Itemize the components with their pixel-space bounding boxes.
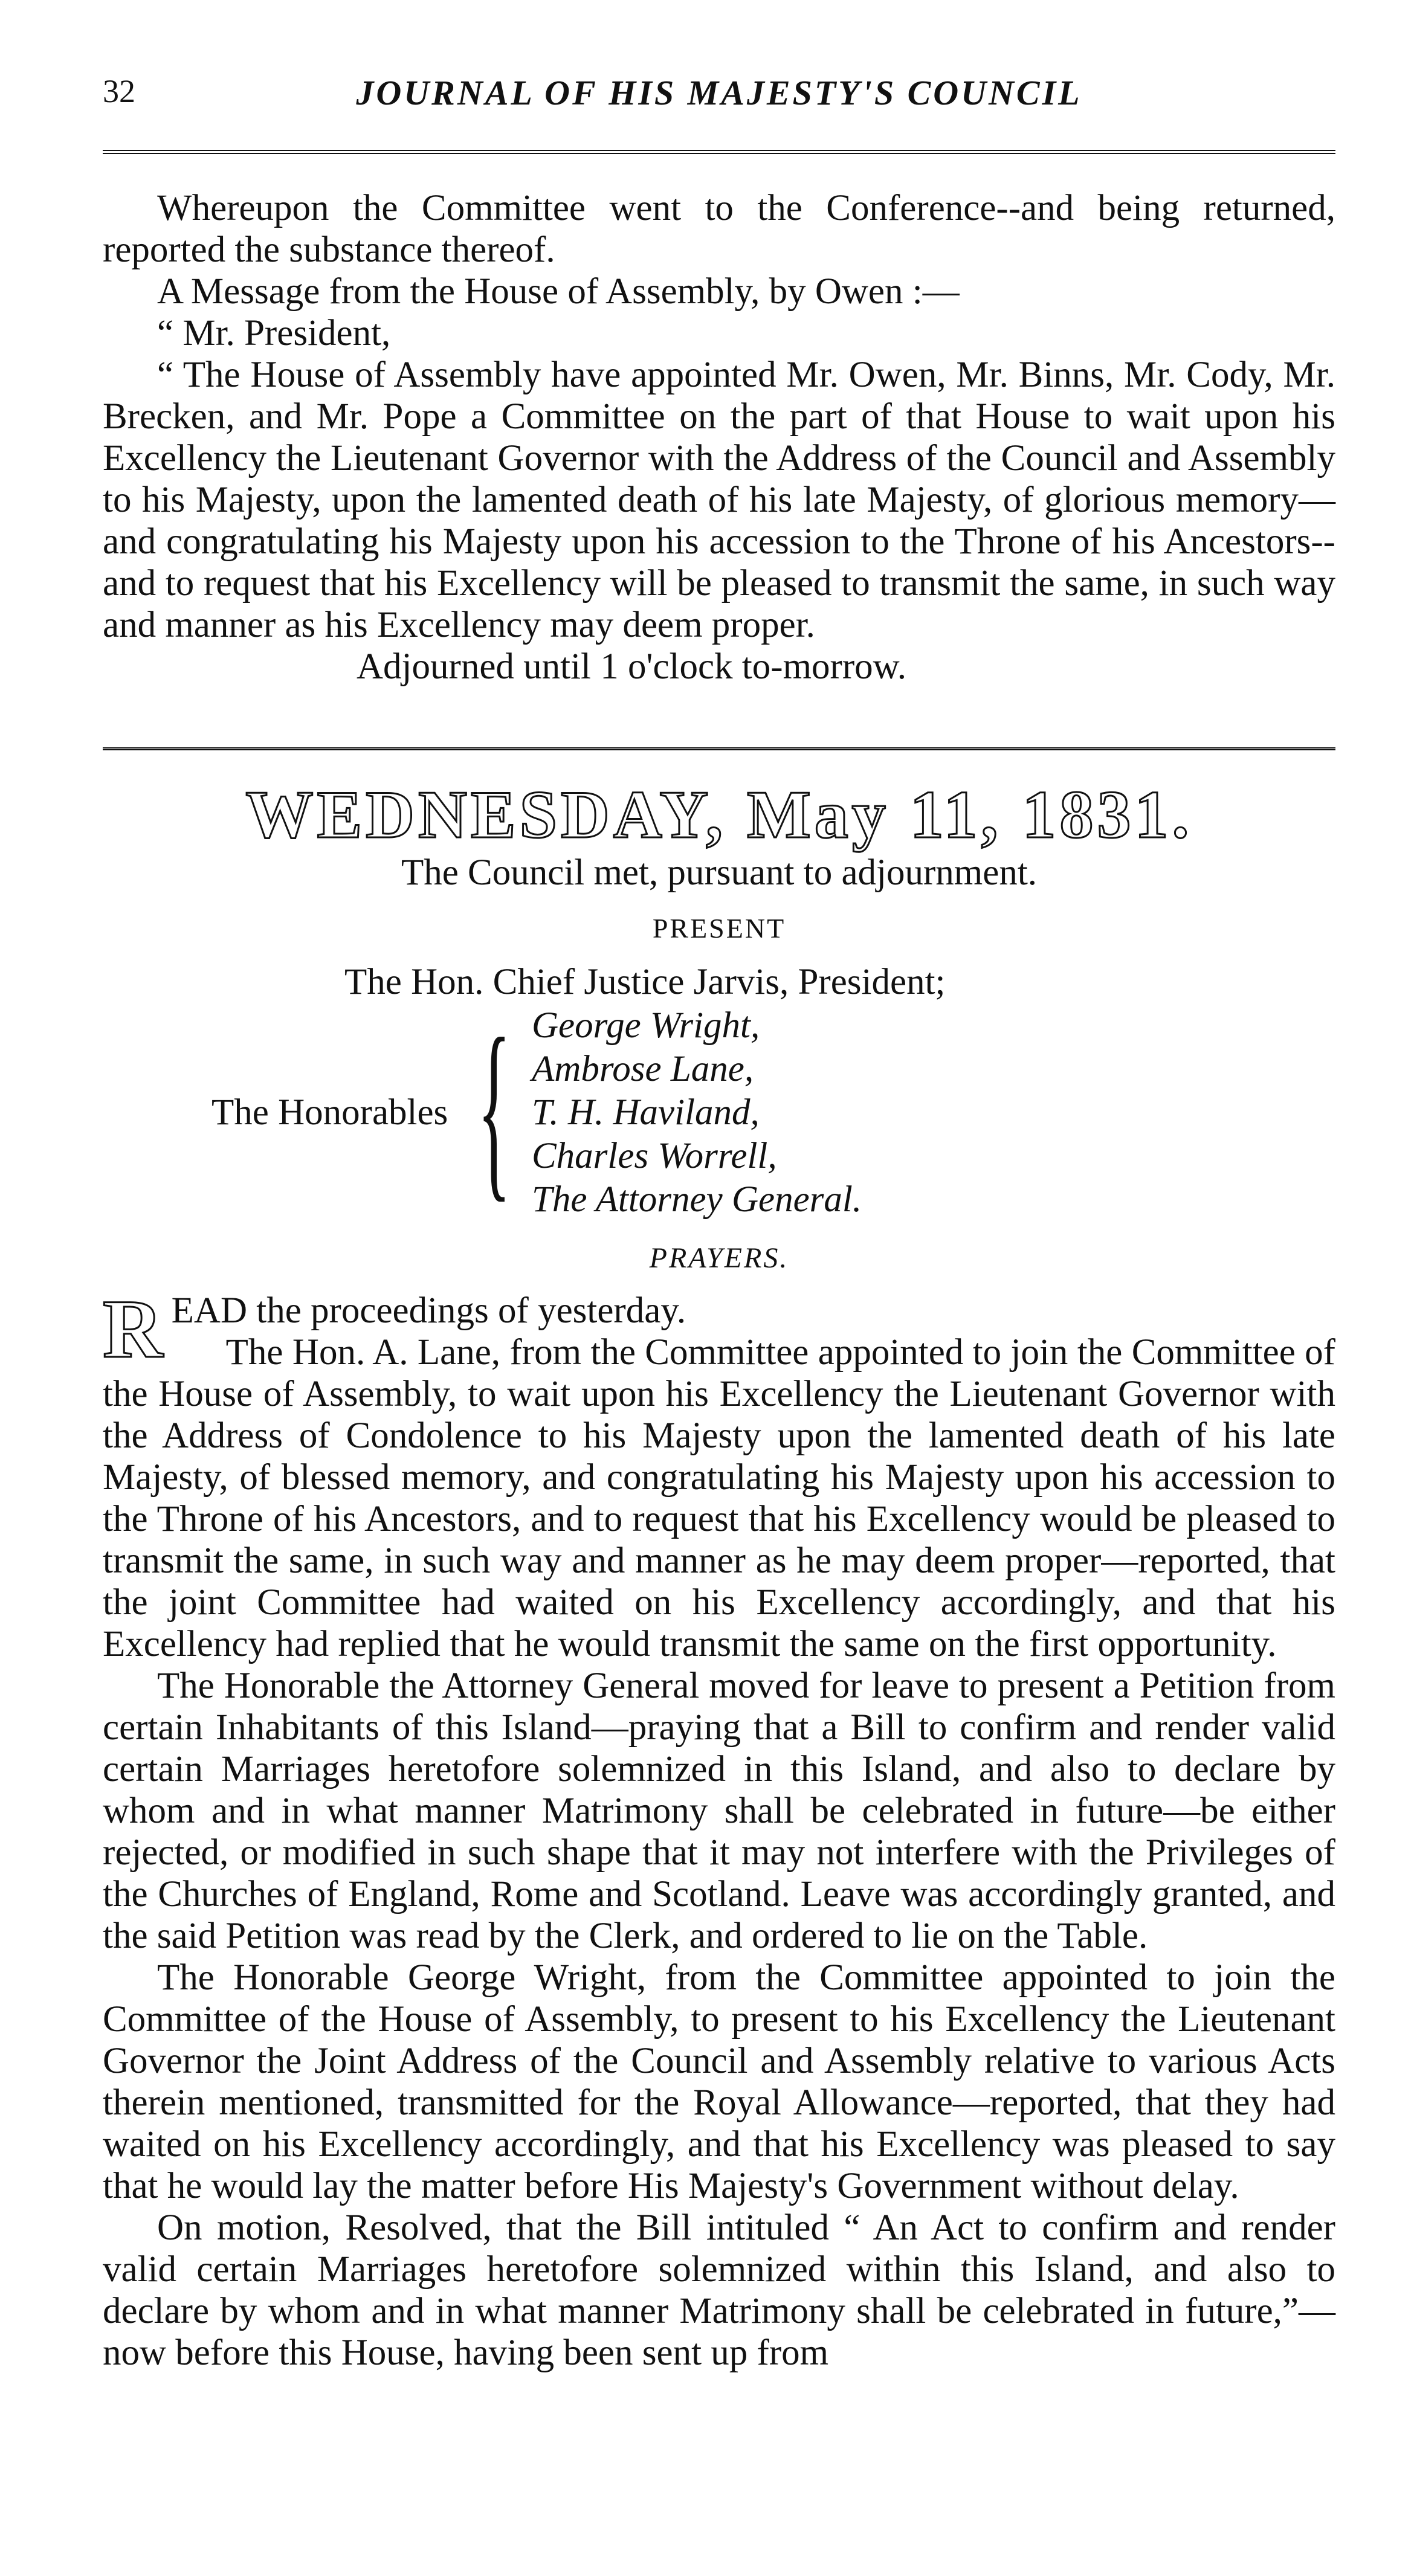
paragraph-message: A Message from the House of Assembly, by Owen :— [157, 271, 960, 312]
date-heading: WEDNESDAY, May 11, 1831. [245, 778, 1193, 852]
brace-glyph: { [477, 998, 511, 1219]
met-line: The Council met, pursuant to adjournment. [401, 852, 1038, 893]
continued-proceedings [103, 187, 1335, 687]
header-rule [103, 150, 1335, 154]
paragraph-read [103, 1283, 1335, 1375]
member-name: Ambrose Lane, [532, 1049, 754, 1089]
page-number: 32 [103, 73, 135, 109]
member-name: T. H. Haviland, [532, 1092, 760, 1133]
journal-title: JOURNAL OF HIS MAJESTY'S COUNCIL [356, 73, 1082, 112]
running-head [103, 72, 1335, 121]
drop-cap: R [103, 1283, 163, 1375]
paragraph-lane-report: The Hon. A. Lane, from the Committee appointed to join the Committee of the House of Assembly, to wait upon his Excellency the Lieutenant Governor with the Address of Condolence to his Majesty upon the lamented death of his late Majesty, of blessed memory, and congratulating his Majesty upon his accession to the Throne of his Ancestors, and to request that his Excellency would be pleased to transmit the same, in such way and manner as he may deem proper—reported, that the joint Committee had waited on his Excellency accordingly, and that his Excellency had replied that he would transmit the same on the first opportunity. [103, 1332, 1335, 1664]
member-name: The Attorney General. [532, 1179, 862, 1220]
paragraph-resolution: On motion, Resolved, that the Bill intituled “ An Act to confirm and render valid certain Marriages heretofore solemnized within this Island, and also to declare by whom and in what manner Matrimony shall be celebrated in future,”—now before this House, having been sent up from [103, 2207, 1335, 2373]
president-line: The Hon. Chief Justice Jarvis, President; [344, 962, 946, 1002]
members-list [532, 1004, 862, 1222]
adjournment-line: Adjourned until 1 o'clock to-morrow. [357, 646, 906, 687]
prayers-label: PRAYERS. [649, 1242, 789, 1274]
honorables-label: The Honorables [211, 1092, 448, 1133]
paragraph-petition: The Honorable the Attorney General moved for leave to present a Petition from certain Inhabitants of this Island—praying that a Bill to confirm and render valid certain Marriages heretofore solemnized in this Island, and also to declare by whom and in what manner Matrimony shall be celebrated in future—be either rejected, or modified in such shape that it may not interfere with the Privileges of the Churches of England, Rome and Scotland. Leave was accordingly granted, and the said Petition was read by the Clerk, and ordered to lie on the Table. [103, 1666, 1335, 1956]
member-name: George Wright, [532, 1005, 760, 1046]
session-proceedings [103, 1283, 1335, 2374]
section-rule [103, 747, 1335, 750]
salutation: “ Mr. President, [157, 313, 391, 353]
paragraph-wright-report: The Honorable George Wright, from the Committee appointed to join the Committee of the House of Assembly, to present to his Excellency the Lieutenant Governor the Joint Address of the Council and Assembly relative to various Acts therein mentioned, transmitted for the Royal Allowance—reported, that they had waited on his Excellency accordingly, and that his Excellency was pleased to say that he would lay the matter before His Majesty's Government without delay. [103, 1957, 1335, 2206]
paragraph-assembly-message: “ The House of Assembly have appointed Mr. Owen, Mr. Binns, Mr. Cody, Mr. Brecken, and Mr. Pope a Committee on the part of that House to wait upon his Excellency the Lieutenant Governor with the Address of the Council and Assembly to his Majesty, upon the lamented death of his late Majesty, of glorious memory—and congratulating his Majesty upon his accession to the Throne of his Ancestors--and to request that his Excellency will be pleased to transmit the same, in such way and manner as his Excellency may deem proper. [103, 355, 1335, 645]
read-text: EAD the proceedings of yesterday. [171, 1290, 686, 1331]
present-label: PRESENT [652, 913, 786, 944]
member-name: Charles Worrell, [532, 1136, 777, 1176]
paragraph-conference: Whereupon the Committee went to the Conference--and being returned, reported the substance thereof. [103, 188, 1335, 270]
